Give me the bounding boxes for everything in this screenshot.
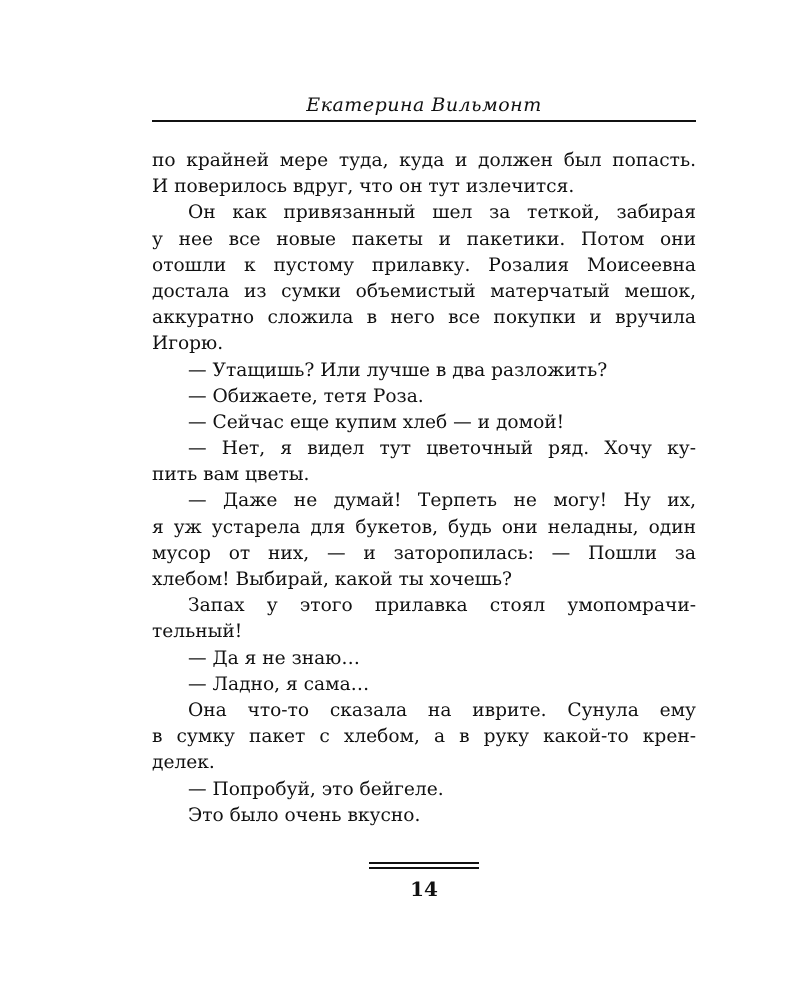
text-line: — Утащишь? Или лучше в два разложить? <box>188 359 608 381</box>
text-line: тельный! <box>152 621 243 643</box>
text-line: И поверилось вдруг, что он тут излечится. <box>152 176 575 198</box>
text-line: я уж устарела для букетов, будь они неладны, один <box>152 516 696 538</box>
text-line: Игорю. <box>152 333 224 355</box>
text-line: отошли к пустому прилавку. Розалия Моисеевна <box>152 254 696 276</box>
text-line: — Даже не думай! Терпеть не могу! Ну их, <box>188 490 696 512</box>
text-line: — Попробуй, это бейгеле. <box>188 778 444 800</box>
text-line: мусор от них, — и заторопилась: — Пошли за <box>152 542 696 564</box>
header-rule <box>152 120 696 122</box>
running-header <box>152 92 696 122</box>
folio-rule-top <box>369 862 479 864</box>
text-line: Это было очень вкусно. <box>188 804 421 826</box>
text-line: пить вам цветы. <box>152 464 310 486</box>
text-line: — Нет, я видел тут цветочный ряд. Хочу ку- <box>188 438 696 460</box>
text-line: — Обижаете, тетя Роза. <box>188 385 424 407</box>
text-line: у нее все новые пакеты и пакетики. Потом они <box>152 228 696 250</box>
text-line: по крайней мере туда, куда и должен был попасть. <box>152 150 696 171</box>
text-line: — Да я не знаю… <box>188 647 360 669</box>
text-line: — Сейчас еще купим хлеб — и домой! <box>188 411 565 433</box>
body-text <box>152 148 696 829</box>
text-line: хлебом! Выбирай, какой ты хочешь? <box>152 569 512 590</box>
folio-rule-bottom <box>369 867 479 869</box>
text-line: Он как привязанный шел за теткой, забирая <box>188 202 696 224</box>
text-line: — Ладно, я сама… <box>188 673 370 695</box>
text-line: Она что-то сказала на иврите. Сунула ему <box>188 699 696 721</box>
text-line: в сумку пакет с хлебом, а в руку какой-то крен- <box>152 726 696 748</box>
text-line: делек. <box>152 752 215 774</box>
page-number: 14 <box>410 877 438 901</box>
text-line: достала из сумки объемистый матерчатый мешок, <box>152 280 696 302</box>
text-line: Запах у этого прилавка стоял умопомрачи- <box>188 595 696 617</box>
text-line: аккуратно сложила в него все покупки и вручила <box>152 307 696 329</box>
running-title-author: Екатерина Вильмонт <box>306 94 542 116</box>
folio-ornament <box>369 862 479 872</box>
